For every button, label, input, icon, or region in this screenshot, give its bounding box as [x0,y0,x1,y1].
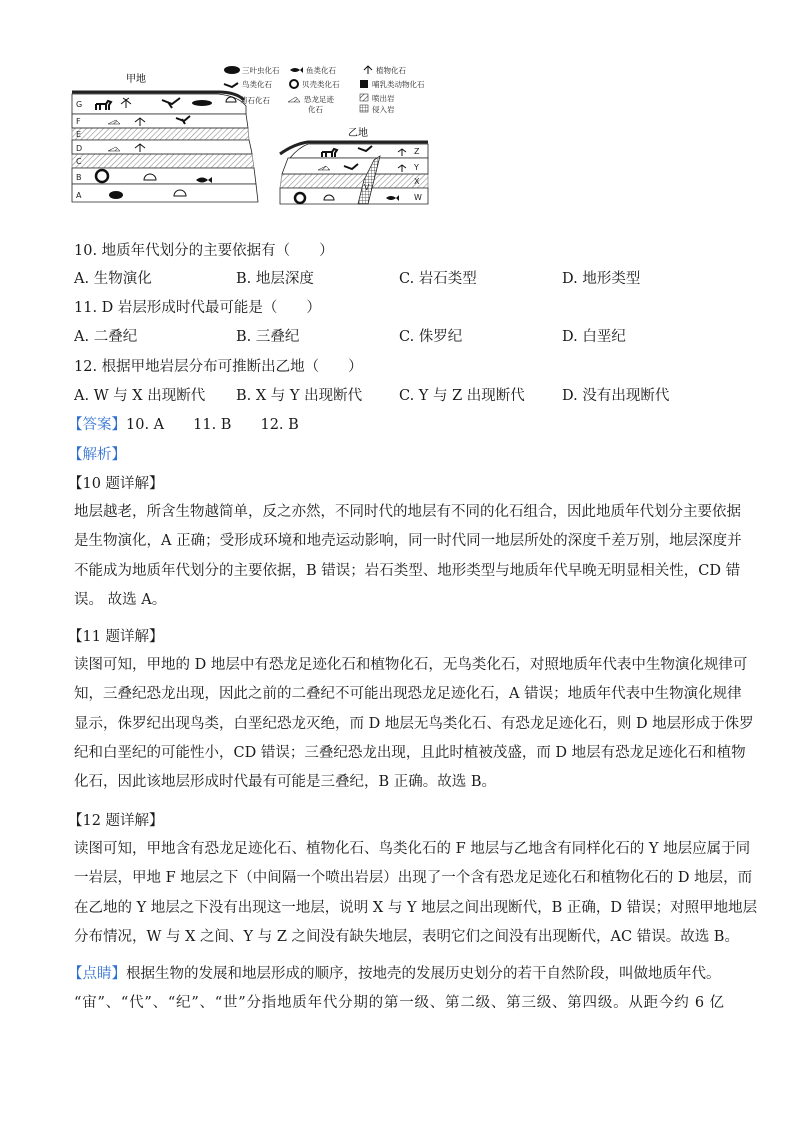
detail-11-title: 【11 题详解】 [68,629,164,645]
detail-11-body: 读图可知，甲地的 D 地层中有恐龙足迹化石和植物化石，无鸟类化石，对照地质年代表中生物演化规律可 知，三叠纪恐龙出现，因此之前的二叠纪不可能出现恐龙足迹化石，A 错误；地质年代表中生物演化规律 显示，侏罗纪出现鸟类，白垩纪恐龙灭绝，而 D 地层无鸟类化石、有恐龙足迹化石，则 D 地层形成于侏罗 纪和白垩纪的可能性小，CD 错误；三叠纪恐龙出现，且此时植被茂盛，而 D 地层有恐龙足迹化石和植物 化石，因此该地层形成时代最有可能是三叠纪，B 正确。故选 B。 [74,657,754,791]
legend-dinosaur-track [288,94,334,114]
option-11-c: C. 侏罗纪 [399,329,463,345]
option-12-d: D. 没有出现断代 [562,388,670,404]
svg-text:菊石化石: 菊石化石 [240,96,270,105]
layer-label-g: G [76,100,83,109]
svg-text:三叶虫化石: 三叶虫化石 [242,66,280,75]
svg-text:鸟类化石: 鸟类化石 [242,80,272,89]
layer-label-a: A [76,191,82,200]
legend-bird [224,79,272,89]
analysis-tag: 【解析】 [68,447,126,463]
svg-text:喷出岩: 喷出岩 [372,94,395,103]
detail-12-title: 【12 题详解】 [68,813,164,829]
layer-label-z: Z [414,147,420,156]
legend-plant [364,65,406,75]
option-10-b: B. 地层深度 [236,271,314,287]
svg-text:贝壳类化石: 贝壳类化石 [302,80,340,89]
detail-10-body: 地层越老，所含生物越简单，反之亦然，不同时代的地层有不同的化石组合，因此地质年代划分主要依据 是生物演化，A 正确；受形成环境和地壳运动影响，同一时代同一地层所处的深度千差万别，地层深度并 不能成为地质年代划分的主要依据，B 错误；岩石类型、地形类型与地质年代早晚无明显相关性，CD 错 误。 故选 A。 [74,504,742,608]
tip-body: 【点睛】根据生物的发展和地层形成的顺序，按地壳的发展历史划分的若干自然阶段，叫做地质年代。 “宙”、“代”、“纪”、“世”分指地质年代分期的第一级、第二级、第三级、第四级。从距今约 6 亿 [68,966,724,1012]
legend-extrusive-rock [360,93,395,103]
layer-label-c: C [76,157,82,166]
svg-text:哺乳类动物化石: 哺乳类动物化石 [372,80,425,89]
detail-12-body: 读图可知，甲地含有恐龙足迹化石、植物化石、鸟类化石的 F 地层与乙地含有同样化石的 Y 地层应属于同 一岩层，甲地 F 地层之下（中间隔一个喷出岩层）出现了一个含有恐龙足迹化石和植物化石的 D 地层，而 在乙地的 Y 地层之下没有出现这一地层，说明 X 与 Y 地层之间出现断代，B 正确，D 错误；对照甲地地层 分布情况，W 与 X 之间、Y 与 Z 之间没有缺失地层，表明它们之间没有出现断代，AC 错误。故选 B。 [74,841,758,945]
question-12-stem: 12. 根据甲地岩层分布可推断出乙地（ ） [74,359,363,375]
layer-label-w: W [414,193,422,202]
svg-text:植物化石: 植物化石 [376,66,406,75]
layer-label-v: V [364,183,370,192]
answer-tag: 【答案】 [68,417,126,433]
answer-line [68,415,299,435]
legend-mammal [360,79,425,89]
trilobite-icon [192,100,212,106]
option-11-b: B. 三叠纪 [236,329,300,345]
svg-text:侵入岩: 侵入岩 [372,105,395,114]
site-b-strata [280,142,428,204]
option-10-c: C. 岩石类型 [399,271,477,287]
svg-text:化石: 化石 [308,105,323,114]
question-10-stem: 10. 地质年代划分的主要依据有（ ） [74,243,334,259]
legend-intrusive-rock [360,104,395,114]
layer-label-e: E [76,130,82,139]
layer-label-x: X [414,177,420,186]
legend [224,65,425,114]
option-11-d: D. 白垩纪 [562,329,626,345]
site-a-strata [72,92,258,202]
layer-label-f: F [76,117,81,126]
svg-text:恐龙足迹: 恐龙足迹 [304,95,334,104]
option-10-d: D. 地形类型 [562,271,641,287]
option-12-a: A. W 与 X 出现断代 [74,388,206,404]
layer-label-d: D [76,144,83,153]
legend-fish [290,65,336,75]
site-a-label: 甲地 [126,74,146,85]
trilobite-icon [109,191,123,199]
site-b-label: 乙地 [348,128,368,139]
question-11-stem: 11. D 岩层形成时代最可能是（ ） [74,300,321,316]
option-10-a: A. 生物演化 [74,271,152,287]
strata-figure [68,56,458,212]
layer-label-y: Y [414,163,419,172]
option-12-b: B. X 与 Y 出现断代 [236,388,363,404]
layer-label-b: B [76,173,82,182]
svg-text:鱼类化石: 鱼类化石 [306,66,336,75]
detail-10-title: 【10 题详解】 [68,476,164,492]
legend-trilobite [224,65,280,75]
tip-tag: 【点睛】 [68,966,126,982]
option-12-c: C. Y 与 Z 出现断代 [399,388,525,404]
option-11-a: A. 二叠纪 [74,329,138,345]
answer-values: 10. A 11. B 12. B [126,417,299,433]
legend-shell [290,79,340,89]
